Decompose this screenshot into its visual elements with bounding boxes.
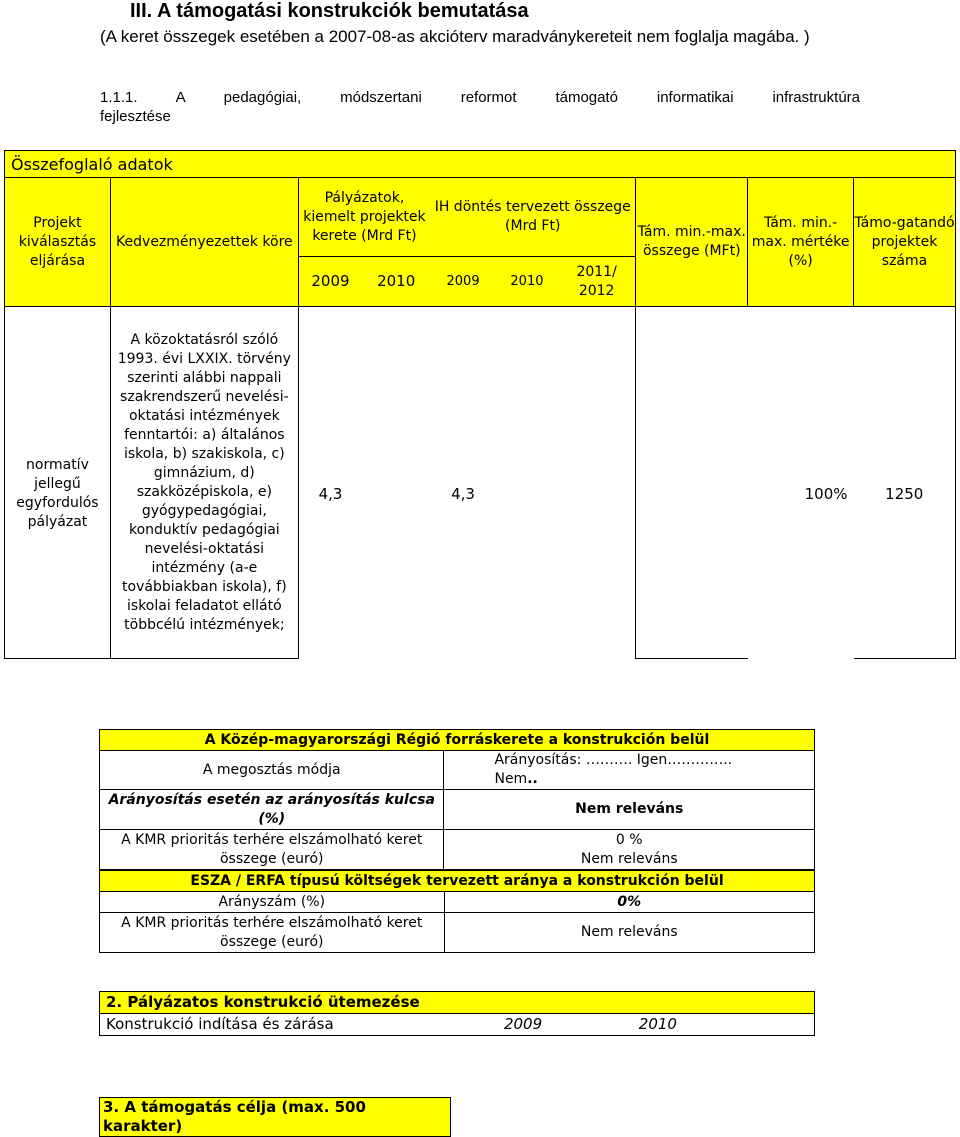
- schedule-end: 2010: [629, 1014, 815, 1036]
- kmr-option-no-dots: ..: [527, 771, 538, 787]
- year-2011-ih: 2011/ 2012: [558, 257, 636, 307]
- row-selection: normatív jellegű egyfordulós pályázat: [5, 331, 111, 659]
- esza-amount-label: A KMR prioritás terhére elszámolható keret összege (euró): [100, 913, 445, 953]
- kmr-option-no: Nem: [494, 771, 528, 787]
- row-amount: [636, 331, 748, 659]
- year-2010-ih: 2010: [496, 257, 558, 307]
- row-beneficiaries: A közoktatásról szóló 1993. évi LXXIX. törvény szerinti alábbi nappali szakrendszerű nevelési-oktatási intézmények fenntartói: a) általános iskola, b) szakiskola, c) gimnázium, d) szakközépiskola, e) gyógypedagógiai, konduktív pedagógiai nevelési-oktatási intézmény (a-e továbbiakban iskola), f) iskolai feladatot ellátó többcélú intézmények;: [110, 331, 298, 659]
- row-ih-2009: 4,3: [451, 485, 475, 503]
- subsection-title-cont: fejlesztése: [100, 108, 171, 125]
- row-budget-2010: [362, 331, 430, 659]
- year-2010-budget: 2010: [362, 257, 430, 307]
- section-title: III. A támogatási konstrukciók bemutatása: [130, 0, 529, 22]
- year-2009-budget: 2009: [298, 257, 362, 307]
- kmr-option-yes: Igen…………..: [636, 752, 733, 768]
- header-selection: Projekt kiválasztás eljárása: [5, 178, 111, 307]
- schedule-start: 2009: [444, 1014, 629, 1036]
- kmr-option-ratio: Arányosítás: ……….: [494, 752, 633, 768]
- subsection-title: 1.1.1. A pedagógiai, módszertani reformot támogató informatikai infrastruktúra: [100, 89, 860, 106]
- goal-title: 3. A támogatás célja (max. 500 karakter): [100, 1098, 451, 1137]
- header-budget: Pályázatok, kiemelt projektek kerete (Mrd Ft): [298, 178, 430, 257]
- header-rate: Tám. min.-max. mértéke (%): [748, 178, 854, 307]
- schedule-label: Konstrukció indítása és zárása: [100, 1014, 444, 1036]
- esza-title: ESZA / ERFA típusú költségek tervezett aránya a konstrukción belül: [100, 871, 815, 892]
- kmr-key-label: Arányosítás esetén az arányosítás kulcsa (%): [100, 790, 444, 830]
- row-ih-2011: [558, 331, 636, 659]
- kmr-split-options: [444, 751, 815, 790]
- kmr-amount-label: A KMR prioritás terhére elszámolható keret összege (euró): [100, 830, 444, 870]
- kmr-amount-value: [444, 830, 815, 870]
- goal-table: [99, 1097, 451, 1137]
- header-count: Támo-gatandó projektek száma: [854, 178, 956, 307]
- summary-table: [4, 150, 956, 659]
- kmr-split-label: A megosztás módja: [100, 751, 444, 790]
- header-beneficiaries: Kedvezményezettek köre: [110, 178, 298, 307]
- esza-ratio-label: Arányszám (%): [100, 892, 445, 913]
- section-note: (A keret összegek esetében a 2007-08-as akcióterv maradványkereteit nem foglalja magába. ): [100, 27, 810, 46]
- kmr-key-value: Nem releváns: [444, 790, 815, 830]
- kmr-amount-percent: 0 %: [615, 831, 643, 848]
- header-amount: Tám. min.-max. összege (MFt): [636, 178, 748, 307]
- header-ih: IH döntés tervezett összege (Mrd Ft): [430, 178, 636, 257]
- esza-ratio-value: 0%: [444, 892, 814, 913]
- schedule-table: [99, 991, 815, 1036]
- row-rate: 100%: [804, 485, 848, 503]
- schedule-title: 2. Pályázatos konstrukció ütemezése: [100, 992, 815, 1014]
- row-count: 1250: [854, 331, 956, 659]
- esza-table: [99, 870, 815, 953]
- esza-amount-value: Nem releváns: [444, 913, 814, 953]
- year-2009-ih: 2009: [430, 257, 496, 307]
- row-budget-2009: 4,3: [318, 485, 343, 503]
- kmr-table: [99, 729, 815, 870]
- kmr-amount-relevance: Nem releváns: [580, 850, 678, 867]
- row-ih-2010: [496, 331, 558, 659]
- summary-title: Összefoglaló adatok: [5, 151, 956, 178]
- kmr-title: A Közép-magyarországi Régió forráskerete a konstrukción belül: [100, 730, 815, 751]
